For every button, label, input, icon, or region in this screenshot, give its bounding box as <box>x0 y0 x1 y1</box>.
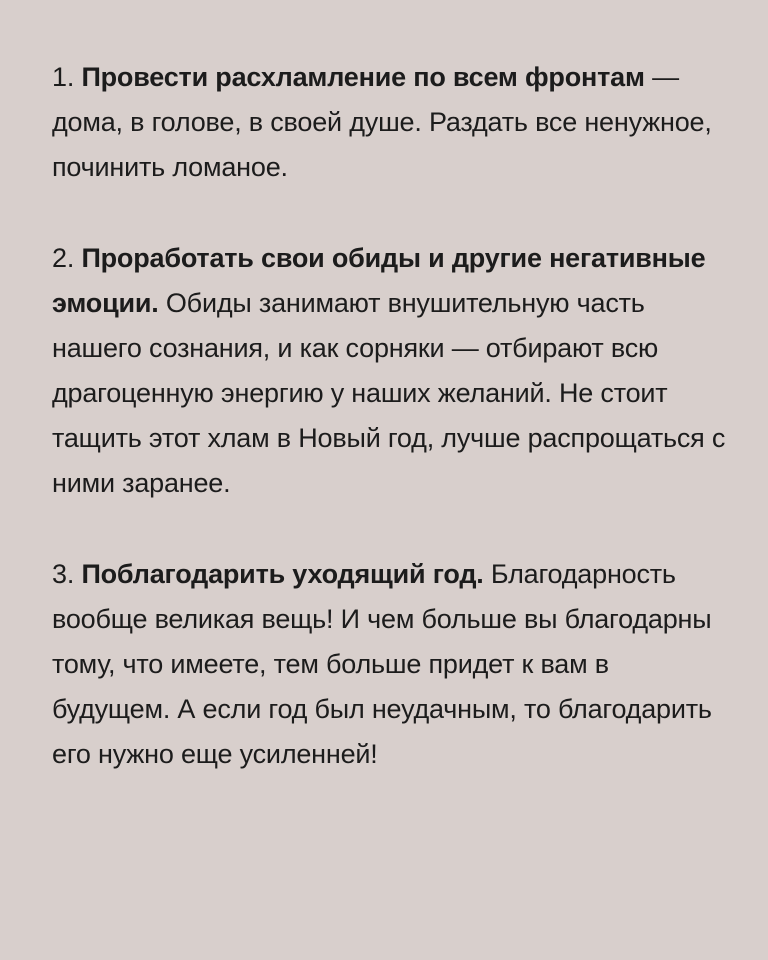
list-item-3 <box>52 552 728 777</box>
list-item-1 <box>52 55 728 190</box>
item-heading: Поблагодарить уходящий год. <box>81 559 484 589</box>
item-body: Обиды занимают внушительную часть нашего сознания, и как сорняки — отбирают всю драгоценную энергию у наших желаний. Не стоит тащить этот хлам в Новый год, лучше распрощаться с ними заранее. <box>52 288 726 498</box>
item-body: — дома, в голове, в своей душе. Раздать все ненужное, починить ломаное. <box>52 62 712 182</box>
item-number: 2. <box>52 243 75 273</box>
list-item-2 <box>52 236 728 506</box>
item-heading: Провести расхламление по всем фронтам <box>81 62 645 92</box>
item-number: 1. <box>52 62 75 92</box>
item-heading: Проработать свои обиды и другие негативные эмоции. <box>52 243 706 318</box>
item-number: 3. <box>52 559 75 589</box>
item-body: Благодарность вообще великая вещь! И чем больше вы благодарны тому, что имеете, тем больше придет к вам в будущем. А если год был неудачным, то благодарить его нужно еще усиленней! <box>52 559 712 769</box>
